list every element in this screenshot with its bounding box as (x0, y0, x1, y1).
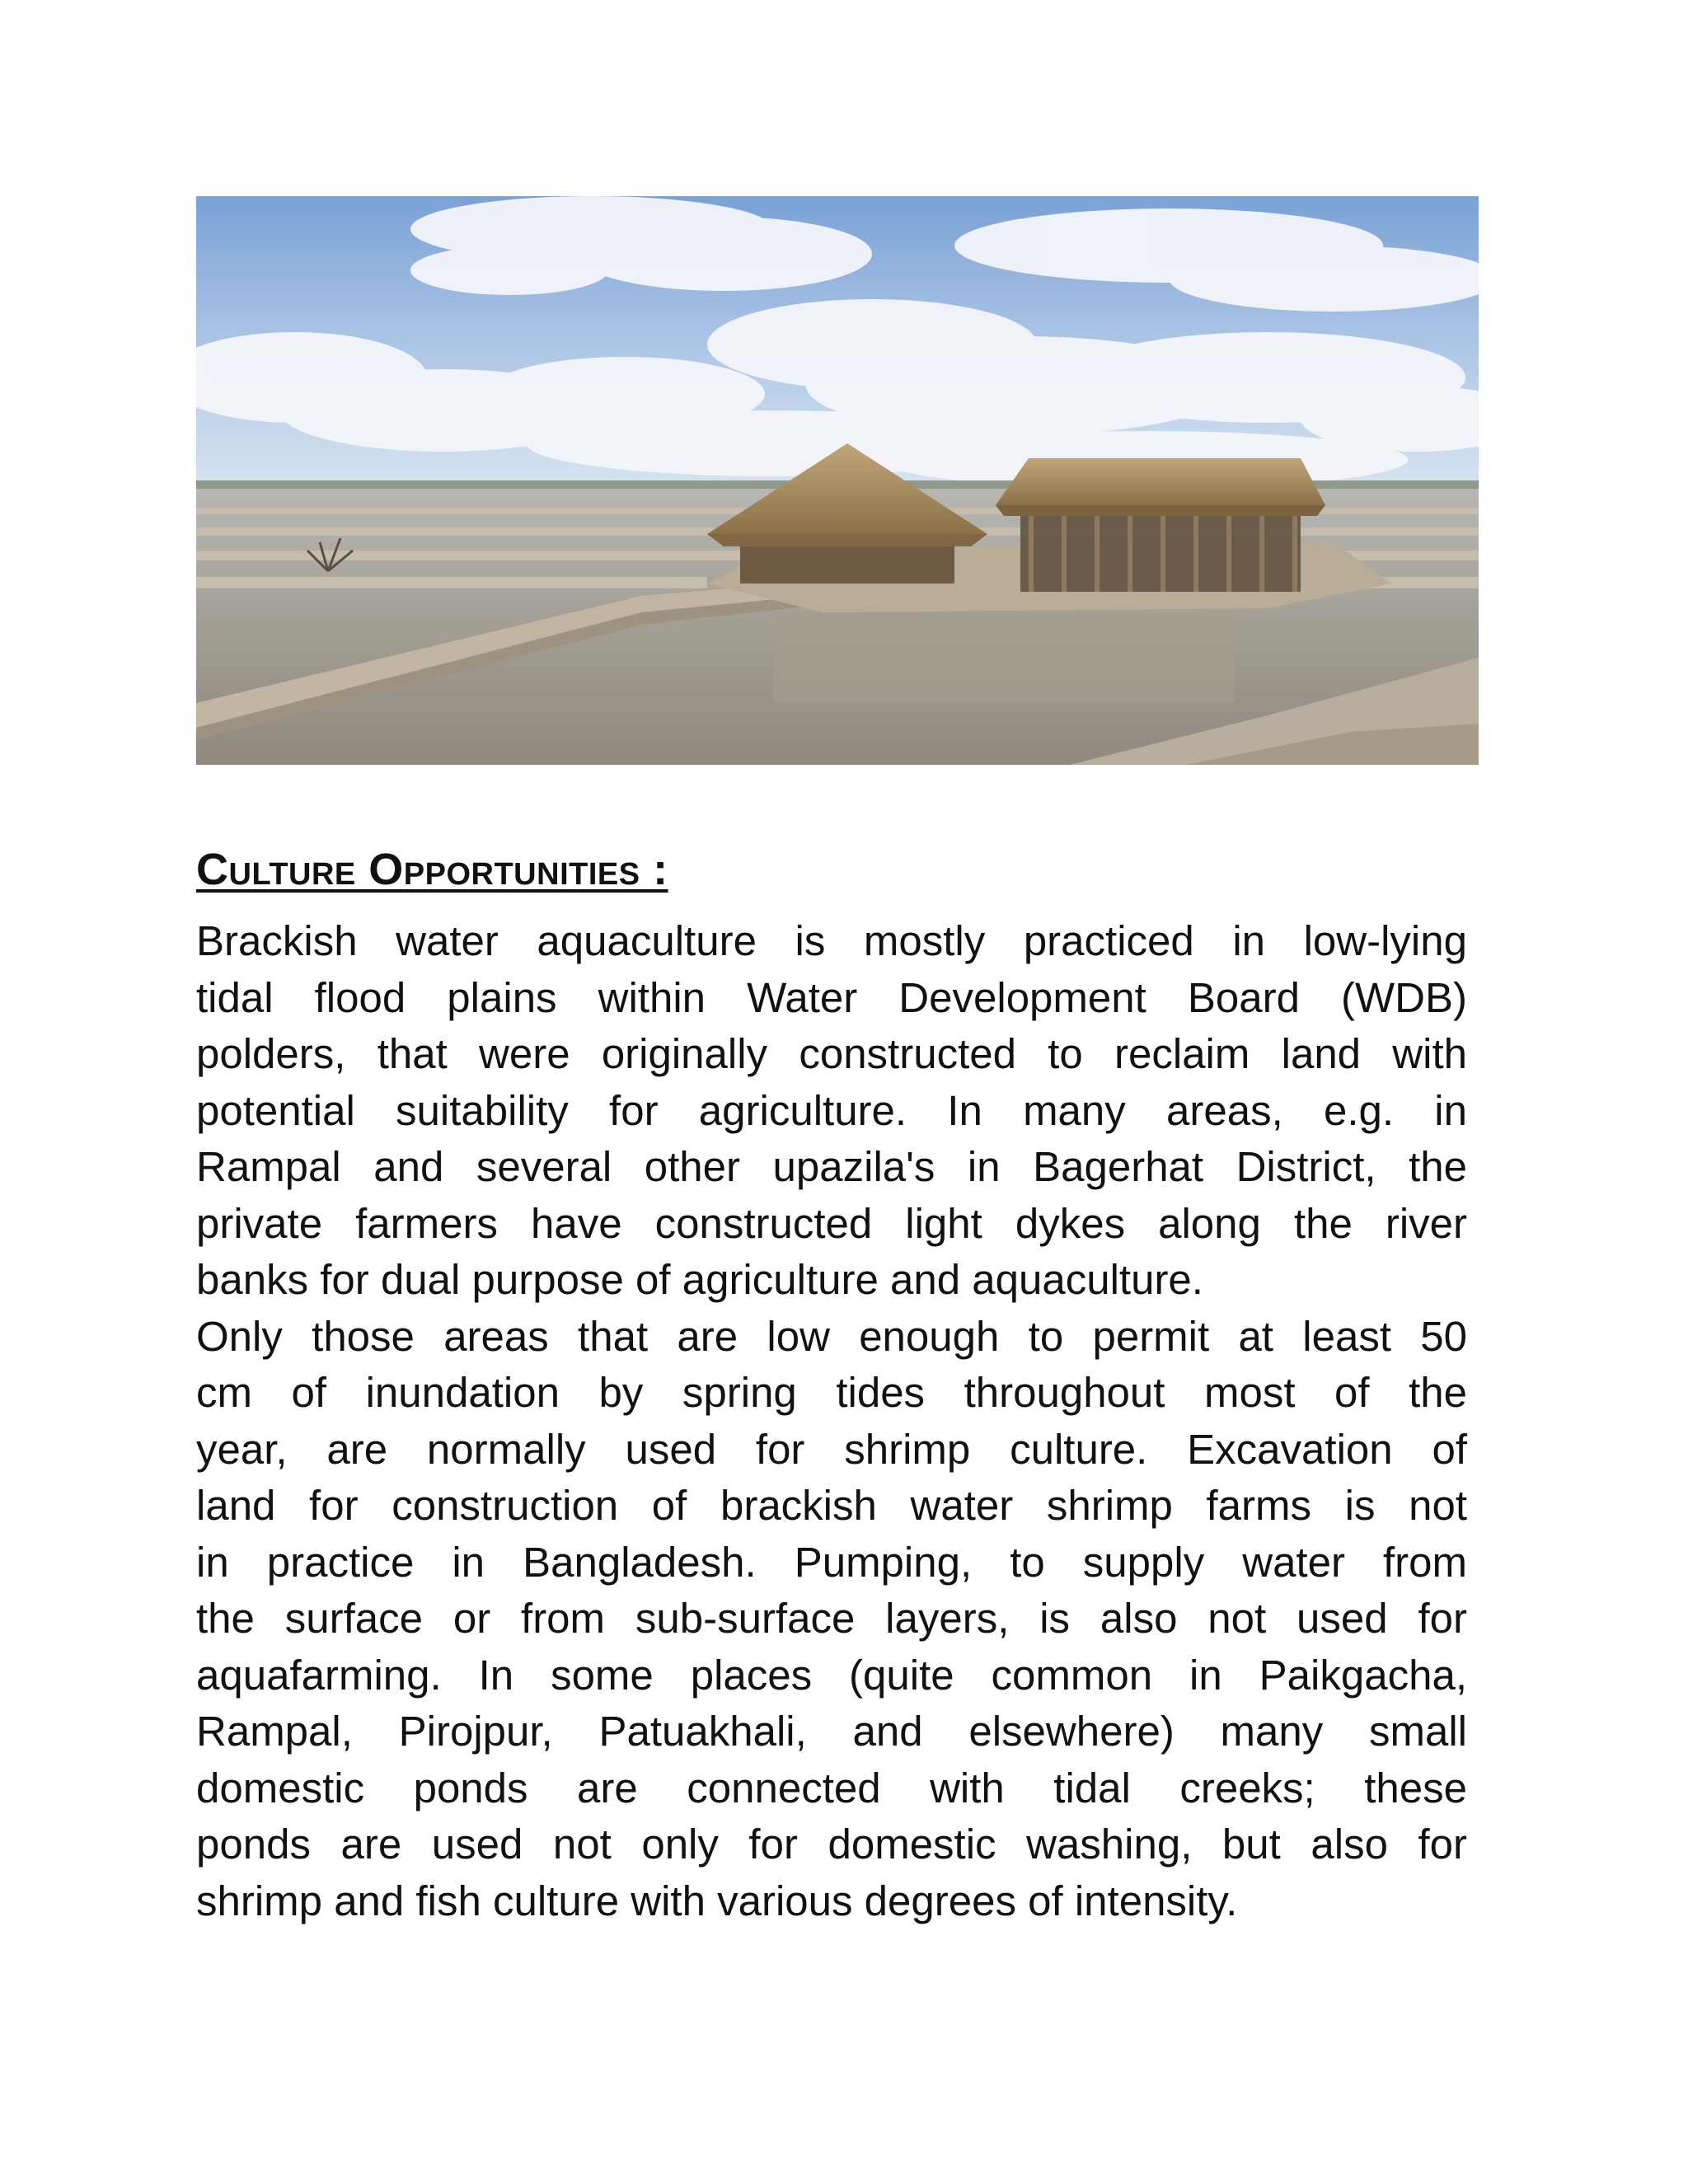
body-line: land for construction of brackish water shrimp farms is not (196, 1482, 1467, 1529)
body-line: year, are normally used for shrimp culture. Excavation of (196, 1425, 1467, 1473)
photo-illustration (196, 196, 1479, 765)
shrimp-farm-photo (196, 196, 1479, 765)
body-line: domestic ponds are connected with tidal creeks; these (196, 1764, 1467, 1811)
body-line: Only those areas that are low enough to permit at least 50 (196, 1312, 1467, 1360)
body-line: ponds are used not only for domestic washing, but also for (196, 1821, 1467, 1868)
body-line: tidal flood plains within Water Development Board (WDB) (196, 973, 1467, 1021)
body-line: polders, that were originally constructed to reclaim land with (196, 1030, 1467, 1077)
body-line: Rampal and several other upazila's in Bagerhat District, the (196, 1143, 1467, 1190)
body-line: banks for dual purpose of agriculture and aquaculture. (196, 1256, 1203, 1303)
body-line: potential suitability for agriculture. In many areas, e.g. in (196, 1086, 1467, 1134)
body-line: aquafarming. In some places (quite common in Paikgacha, (196, 1651, 1467, 1699)
body-line: cm of inundation by spring tides throughout most of the (196, 1369, 1467, 1416)
body-line: Rampal, Pirojpur, Patuakhali, and elsewhere) many small (196, 1708, 1467, 1755)
open-hut (996, 458, 1325, 592)
body-line: Brackish water aquaculture is mostly practiced in low-lying (196, 917, 1467, 964)
body-paragraph (196, 913, 1467, 1929)
body-line: the surface or from sub-surface layers, is also not used for (196, 1595, 1467, 1642)
body-line: in practice in Bangladesh. Pumping, to supply water from (196, 1538, 1467, 1586)
section-heading: Culture Opportunities : (196, 845, 668, 894)
body-line: shrimp and fish culture with various degrees of intensity. (196, 1877, 1238, 1924)
body-line: private farmers have constructed light dykes along the river (196, 1199, 1467, 1247)
